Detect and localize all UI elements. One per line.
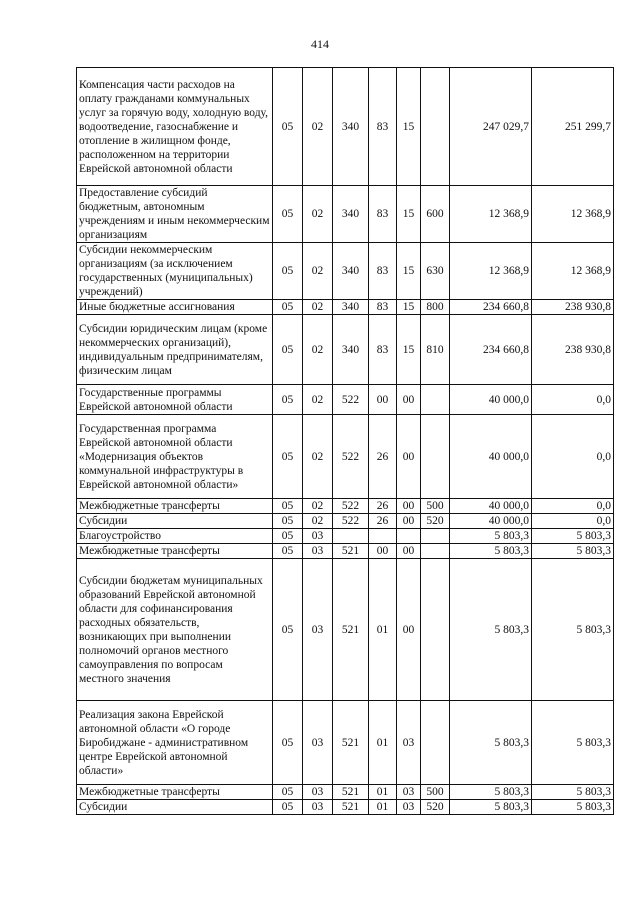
target-article-code: 521 (333, 559, 369, 701)
amount-year-1: 40 000,0 (450, 514, 532, 529)
amount-year-2: 251 299,7 (532, 68, 614, 186)
expense-type-code (421, 701, 450, 785)
section-code: 05 (273, 68, 303, 186)
target-subarticle-code: 01 (369, 800, 397, 815)
amount-year-1: 234 660,8 (450, 315, 532, 385)
table-row (77, 529, 614, 544)
target-article-code: 522 (333, 415, 369, 499)
amount-year-1: 5 803,3 (450, 559, 532, 701)
row-name: Иные бюджетные ассигнования (77, 300, 273, 315)
row-name: Субсидии (77, 514, 273, 529)
section-code: 05 (273, 243, 303, 300)
target-article-code: 521 (333, 785, 369, 800)
target-subarticle-code: 26 (369, 415, 397, 499)
amount-year-2: 5 803,3 (532, 701, 614, 785)
subsection-code: 03 (303, 529, 333, 544)
target-article-code: 522 (333, 514, 369, 529)
target-item-code: 15 (397, 243, 421, 300)
amount-year-2: 0,0 (532, 415, 614, 499)
target-subarticle-code: 26 (369, 514, 397, 529)
target-article-code: 522 (333, 385, 369, 415)
amount-year-2: 5 803,3 (532, 800, 614, 815)
target-item-code: 03 (397, 800, 421, 815)
target-article-code: 340 (333, 315, 369, 385)
target-item-code: 00 (397, 514, 421, 529)
table-row (77, 514, 614, 529)
target-subarticle-code: 83 (369, 315, 397, 385)
expense-type-code: 630 (421, 243, 450, 300)
target-item-code: 00 (397, 415, 421, 499)
target-article-code: 340 (333, 300, 369, 315)
amount-year-2: 238 930,8 (532, 300, 614, 315)
target-article-code: 522 (333, 499, 369, 514)
subsection-code: 03 (303, 544, 333, 559)
target-item-code (397, 529, 421, 544)
subsection-code: 02 (303, 415, 333, 499)
row-name: Государственные программы Еврейской автономной области (77, 385, 273, 415)
amount-year-1: 234 660,8 (450, 300, 532, 315)
target-subarticle-code: 01 (369, 559, 397, 701)
table-row (77, 315, 614, 385)
amount-year-2: 0,0 (532, 499, 614, 514)
table-row (77, 186, 614, 243)
expense-type-code (421, 68, 450, 186)
amount-year-2: 0,0 (532, 385, 614, 415)
amount-year-2: 5 803,3 (532, 559, 614, 701)
subsection-code: 02 (303, 186, 333, 243)
row-name: Межбюджетные трансферты (77, 499, 273, 514)
expense-type-code: 500 (421, 785, 450, 800)
target-subarticle-code (369, 529, 397, 544)
amount-year-1: 40 000,0 (450, 385, 532, 415)
amount-year-2: 5 803,3 (532, 785, 614, 800)
table-row (77, 701, 614, 785)
target-item-code: 00 (397, 544, 421, 559)
subsection-code: 02 (303, 68, 333, 186)
row-name: Субсидии юридическим лицам (кроме некоммерческих организаций), индивидуальным предпринимателям, физическим лицам (77, 315, 273, 385)
target-subarticle-code: 83 (369, 186, 397, 243)
row-name: Компенсация части расходов на оплату гражданами коммунальных услуг за горячую воду, холодную воду, водоотведение, газоснабжение и отопление в жилищном фонде, расположенном на территории Еврейской автономной области (77, 68, 273, 186)
budget-table (76, 67, 614, 815)
target-subarticle-code: 83 (369, 243, 397, 300)
expense-type-code: 600 (421, 186, 450, 243)
target-subarticle-code: 01 (369, 785, 397, 800)
amount-year-1: 247 029,7 (450, 68, 532, 186)
expense-type-code (421, 544, 450, 559)
section-code: 05 (273, 315, 303, 385)
amount-year-2: 12 368,9 (532, 186, 614, 243)
expense-type-code: 810 (421, 315, 450, 385)
amount-year-1: 5 803,3 (450, 529, 532, 544)
subsection-code: 02 (303, 243, 333, 300)
subsection-code: 02 (303, 499, 333, 514)
target-article-code: 340 (333, 68, 369, 186)
target-article-code (333, 529, 369, 544)
target-subarticle-code: 01 (369, 701, 397, 785)
row-name: Субсидии (77, 800, 273, 815)
table-row (77, 785, 614, 800)
subsection-code: 03 (303, 785, 333, 800)
subsection-code: 02 (303, 385, 333, 415)
table-body (77, 68, 614, 815)
amount-year-2: 0,0 (532, 514, 614, 529)
table-row (77, 385, 614, 415)
row-name: Государственная программа Еврейской автономной области «Модернизация объектов коммунальной инфраструктуры в Еврейской автономной области» (77, 415, 273, 499)
section-code: 05 (273, 529, 303, 544)
subsection-code: 03 (303, 701, 333, 785)
table-row (77, 243, 614, 300)
target-item-code: 15 (397, 315, 421, 385)
section-code: 05 (273, 499, 303, 514)
amount-year-1: 5 803,3 (450, 544, 532, 559)
subsection-code: 02 (303, 315, 333, 385)
expense-type-code: 800 (421, 300, 450, 315)
target-item-code: 03 (397, 701, 421, 785)
row-name: Реализация закона Еврейской автономной области «О городе Биробиджане - административном центре Еврейской автономной области» (77, 701, 273, 785)
target-item-code: 00 (397, 385, 421, 415)
table-row (77, 68, 614, 186)
amount-year-1: 5 803,3 (450, 800, 532, 815)
section-code: 05 (273, 514, 303, 529)
section-code: 05 (273, 415, 303, 499)
section-code: 05 (273, 544, 303, 559)
amount-year-1: 40 000,0 (450, 499, 532, 514)
amount-year-2: 5 803,3 (532, 544, 614, 559)
target-subarticle-code: 00 (369, 544, 397, 559)
section-code: 05 (273, 785, 303, 800)
row-name: Межбюджетные трансферты (77, 544, 273, 559)
section-code: 05 (273, 186, 303, 243)
amount-year-2: 12 368,9 (532, 243, 614, 300)
expense-type-code (421, 559, 450, 701)
amount-year-2: 5 803,3 (532, 529, 614, 544)
table-row (77, 544, 614, 559)
target-article-code: 521 (333, 544, 369, 559)
target-item-code: 15 (397, 300, 421, 315)
target-article-code: 521 (333, 701, 369, 785)
amount-year-1: 12 368,9 (450, 186, 532, 243)
row-name: Субсидии некоммерческим организациям (за исключением государственных (муниципальных) учреждений) (77, 243, 273, 300)
row-name: Субсидии бюджетам муниципальных образований Еврейской автономной области для софинансирования расходных обязательств, возникающих при выполнении полномочий органов местного самоуправления по вопросам местного значения (77, 559, 273, 701)
amount-year-1: 5 803,3 (450, 785, 532, 800)
amount-year-1: 40 000,0 (450, 415, 532, 499)
row-name: Предоставление субсидий бюджетным, автономным учреждениям и иным некоммерческим организациям (77, 186, 273, 243)
target-subarticle-code: 00 (369, 385, 397, 415)
target-article-code: 521 (333, 800, 369, 815)
target-article-code: 340 (333, 186, 369, 243)
target-item-code: 15 (397, 186, 421, 243)
target-item-code: 00 (397, 559, 421, 701)
target-subarticle-code: 26 (369, 499, 397, 514)
row-name: Межбюджетные трансферты (77, 785, 273, 800)
subsection-code: 03 (303, 559, 333, 701)
target-item-code: 00 (397, 499, 421, 514)
page-number: 414 (311, 37, 329, 51)
section-code: 05 (273, 385, 303, 415)
section-code: 05 (273, 559, 303, 701)
expense-type-code: 500 (421, 499, 450, 514)
target-item-code: 15 (397, 68, 421, 186)
subsection-code: 02 (303, 300, 333, 315)
section-code: 05 (273, 300, 303, 315)
table-row (77, 499, 614, 514)
amount-year-1: 5 803,3 (450, 701, 532, 785)
table-row (77, 300, 614, 315)
section-code: 05 (273, 701, 303, 785)
target-item-code: 03 (397, 785, 421, 800)
expense-type-code (421, 529, 450, 544)
row-name: Благоустройство (77, 529, 273, 544)
target-article-code: 340 (333, 243, 369, 300)
target-subarticle-code: 83 (369, 68, 397, 186)
expense-type-code: 520 (421, 800, 450, 815)
expense-type-code (421, 385, 450, 415)
section-code: 05 (273, 800, 303, 815)
amount-year-1: 12 368,9 (450, 243, 532, 300)
table-row (77, 800, 614, 815)
target-subarticle-code: 83 (369, 300, 397, 315)
subsection-code: 03 (303, 800, 333, 815)
table-row (77, 415, 614, 499)
expense-type-code: 520 (421, 514, 450, 529)
table-row (77, 559, 614, 701)
expense-type-code (421, 415, 450, 499)
amount-year-2: 238 930,8 (532, 315, 614, 385)
subsection-code: 02 (303, 514, 333, 529)
